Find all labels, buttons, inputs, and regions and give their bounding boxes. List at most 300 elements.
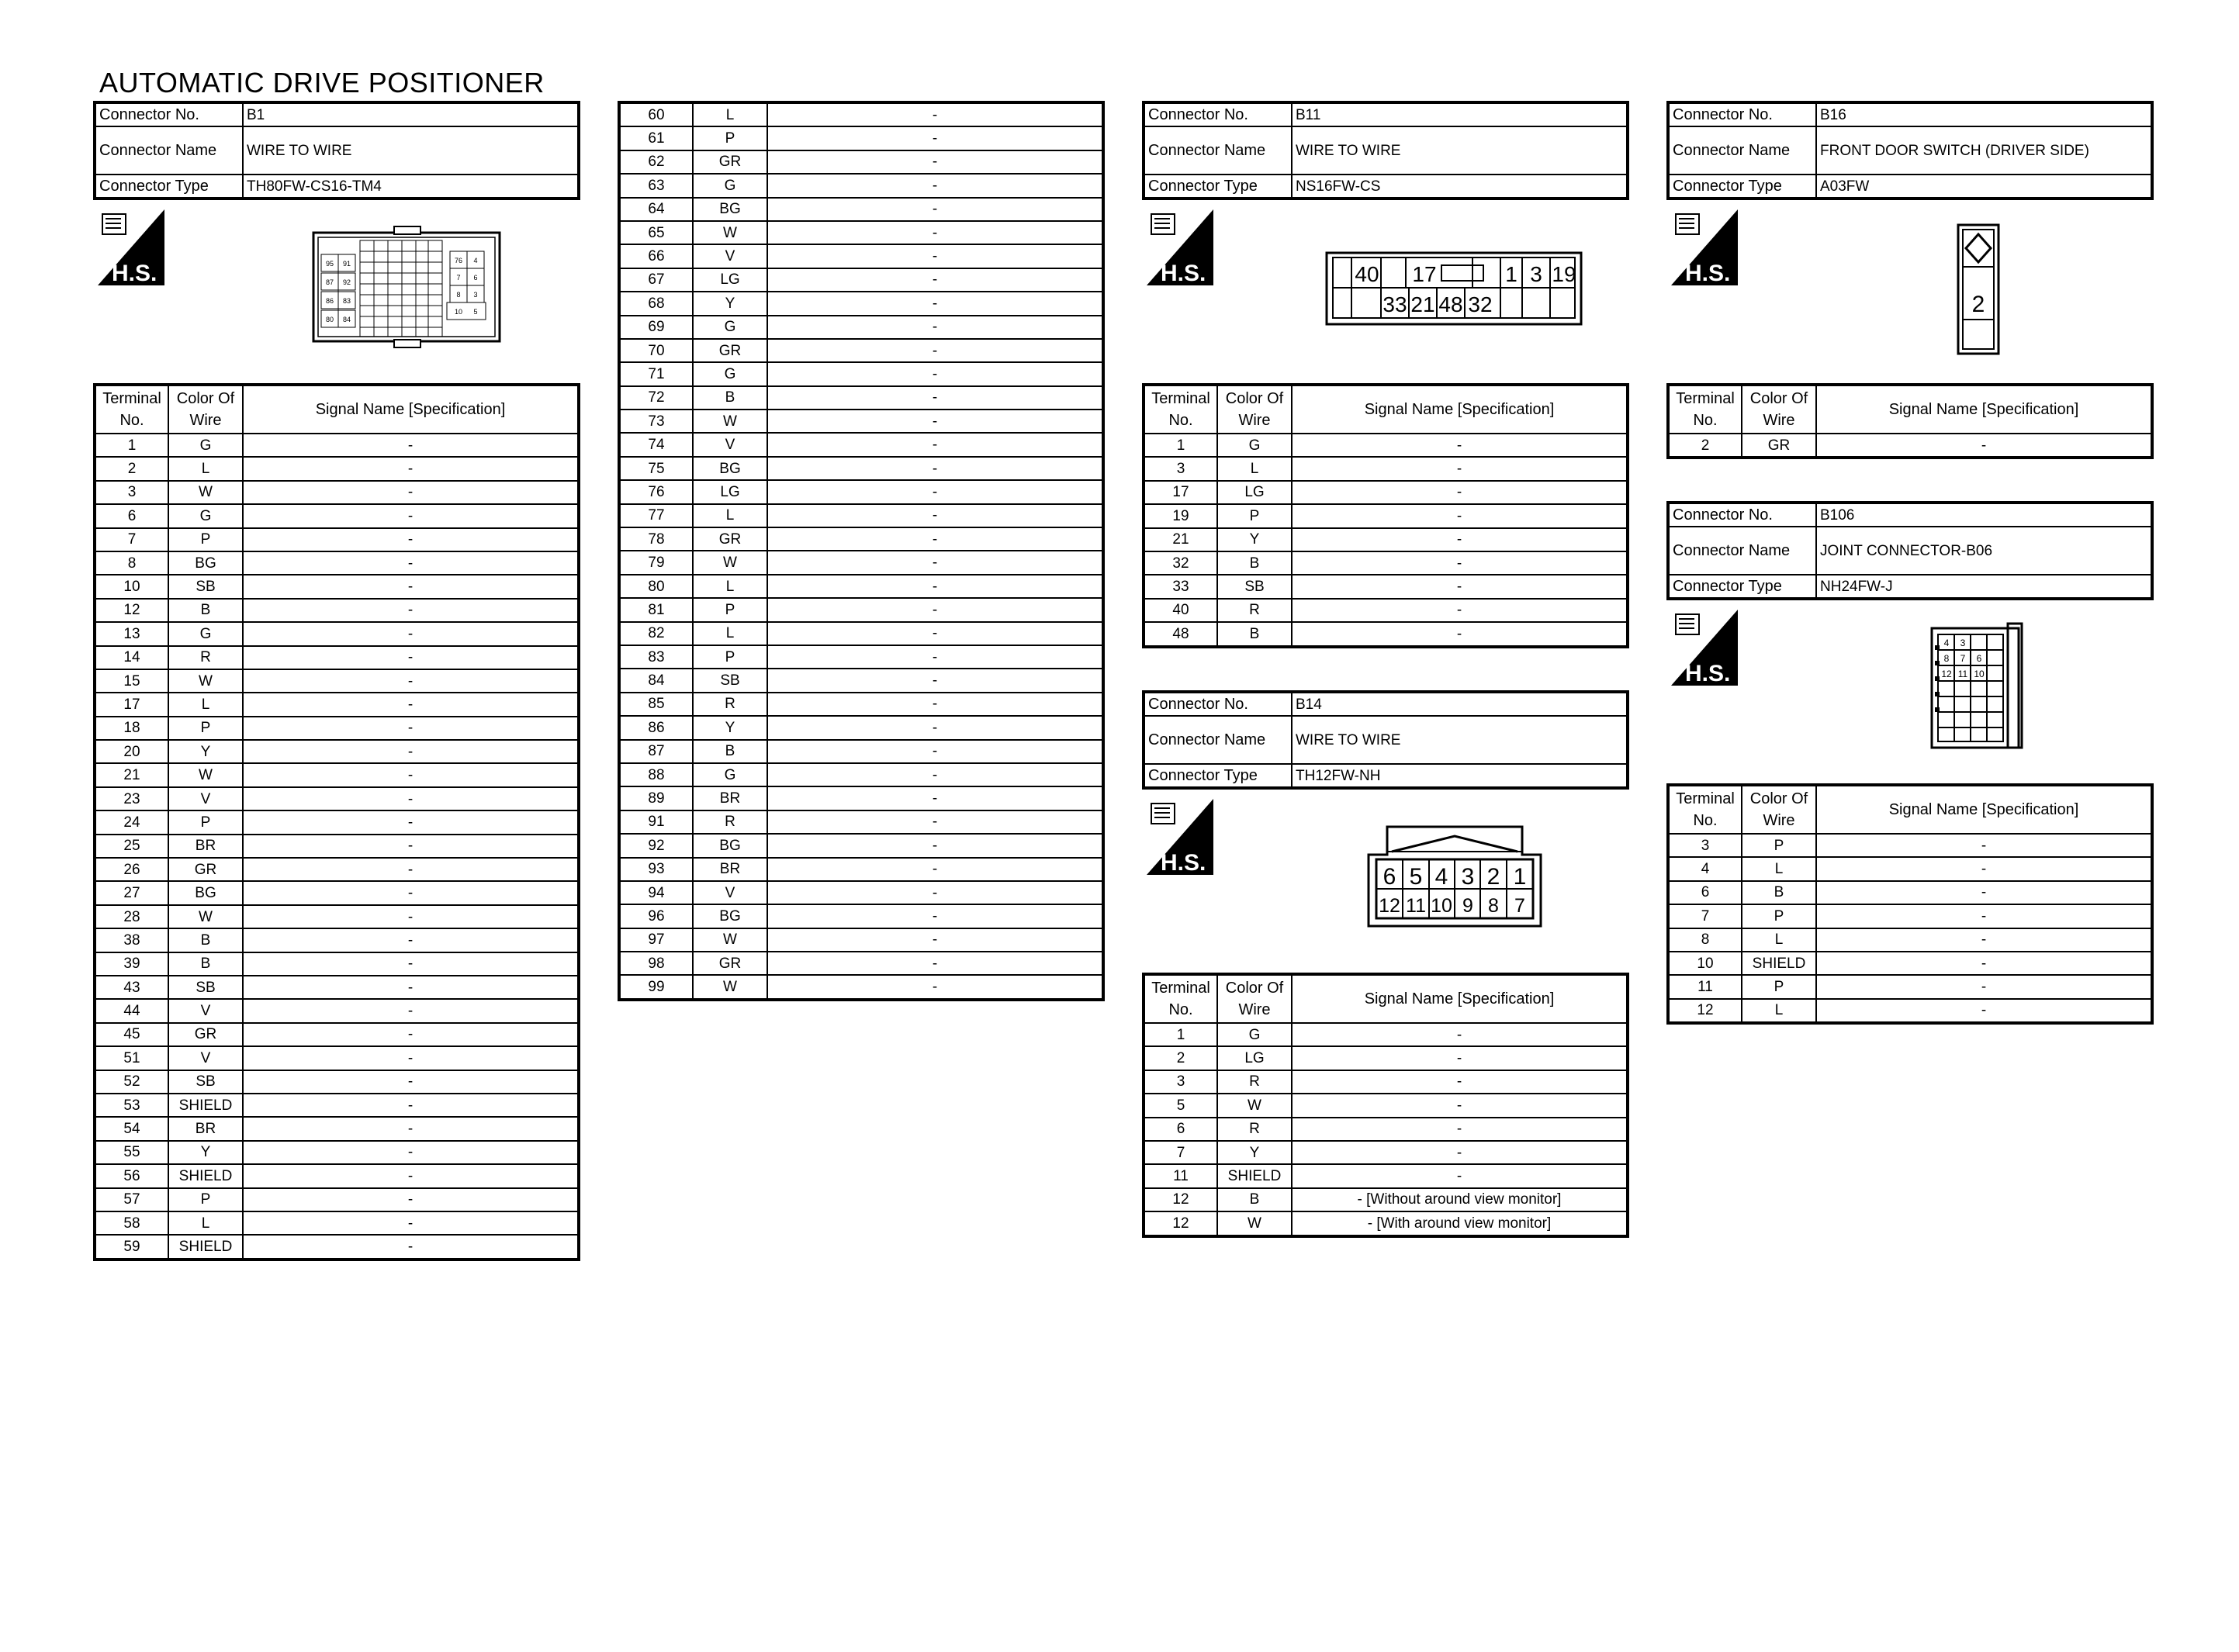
signal-name: - (767, 858, 1102, 881)
terminal-no: 43 (95, 976, 168, 999)
pin-label: 17 (1412, 262, 1437, 286)
signal-name: - (767, 598, 1102, 621)
terminal-no: 85 (620, 693, 693, 716)
terminal-no: 2 (95, 457, 168, 480)
signal-name: - (767, 174, 1102, 197)
terminal-no: 83 (620, 645, 693, 669)
table-row (620, 410, 1102, 433)
terminal-no: 10 (1669, 952, 1742, 975)
signal-name: - (767, 221, 1102, 244)
pin-label: 40 (1355, 262, 1379, 286)
terminal-no: 55 (95, 1141, 168, 1164)
wire-color: B (168, 952, 243, 976)
terminal-no: 88 (620, 763, 693, 786)
label-connector-type: Connector Type (95, 175, 243, 198)
wire-color: V (693, 433, 767, 456)
table-row (1144, 551, 1627, 575)
signal-name: - (767, 527, 1102, 551)
wire-color: BR (693, 858, 767, 881)
terminal-no: 92 (620, 834, 693, 857)
table-row (620, 669, 1102, 692)
wire-color: P (693, 645, 767, 669)
table-row (620, 316, 1102, 339)
pin-label: 86 (325, 297, 334, 305)
terminal-no: 21 (1144, 528, 1217, 551)
table-row (620, 198, 1102, 221)
b14-no: B14 (1292, 693, 1627, 716)
label-connector-no: Connector No. (1669, 503, 1816, 527)
header-signal-name: Signal Name [Specification] (1292, 385, 1627, 434)
signal-name: - (243, 669, 578, 693)
table-row (95, 457, 578, 480)
terminal-no: 64 (620, 198, 693, 221)
pin-label: 7 (456, 274, 461, 282)
signal-name: - (767, 362, 1102, 385)
wire-color: L (168, 693, 243, 716)
signal-name: - (767, 834, 1102, 857)
table-row (620, 433, 1102, 456)
pin-label: 3 (473, 291, 478, 299)
label-connector-name: Connector Name (1144, 716, 1292, 764)
header-color-of-wire: Color Of Wire (168, 385, 243, 434)
terminal-no: 45 (95, 1023, 168, 1046)
signal-name: - (243, 835, 578, 858)
wire-color: BG (693, 904, 767, 928)
wire-color: V (168, 787, 243, 810)
terminal-no: 86 (620, 716, 693, 739)
wire-color: B (1217, 551, 1292, 575)
b14-name: WIRE TO WIRE (1292, 716, 1627, 764)
wire-color: Y (1217, 1141, 1292, 1164)
table-row (1144, 1211, 1627, 1235)
signal-name: - (1292, 481, 1627, 504)
signal-name: - (243, 481, 578, 504)
terminal-no: 23 (95, 787, 168, 810)
terminal-no: 79 (620, 551, 693, 574)
signal-name: - (243, 575, 578, 598)
signal-name: - (243, 787, 578, 810)
wire-color: Y (168, 1141, 243, 1164)
wire-color: Y (693, 292, 767, 315)
terminal-no: 19 (1144, 504, 1217, 527)
signal-name: - (1292, 1046, 1627, 1070)
signal-name: - (243, 646, 578, 669)
label-connector-no: Connector No. (1669, 103, 1816, 126)
wire-color: LG (693, 268, 767, 292)
table-row (95, 1235, 578, 1258)
signal-name: - (243, 551, 578, 575)
wire-color: W (693, 975, 767, 998)
terminal-no: 20 (95, 740, 168, 763)
wire-color: G (1217, 434, 1292, 457)
terminal-no: 48 (1144, 622, 1217, 645)
signal-name: - (243, 528, 578, 551)
label-connector-name: Connector Name (1144, 126, 1292, 175)
wire-color: GR (693, 150, 767, 174)
terminal-no: 21 (95, 763, 168, 786)
b16-name: FRONT DOOR SWITCH (DRIVER SIDE) (1816, 126, 2151, 175)
pin-label: 8 (1943, 653, 1950, 664)
hs-icon (96, 208, 166, 287)
table-row (95, 881, 578, 904)
wire-color: GR (1742, 434, 1816, 457)
table-row (620, 881, 1102, 904)
label-connector-name: Connector Name (95, 126, 243, 175)
table-row (620, 292, 1102, 315)
signal-name: - (767, 716, 1102, 739)
signal-name: - (767, 244, 1102, 268)
pin-label: 87 (325, 278, 334, 286)
terminal-no: 26 (95, 858, 168, 881)
terminal-no: 63 (620, 174, 693, 197)
table-row (95, 810, 578, 834)
table-row (95, 1188, 578, 1211)
table-row (95, 763, 578, 786)
pin-label: 83 (342, 297, 351, 305)
header-terminal-no: Terminal No. (1144, 385, 1217, 434)
signal-name: - (1816, 834, 2151, 857)
pin-label: 3 (1960, 638, 1966, 648)
table-row (95, 434, 578, 457)
terminal-no: 59 (95, 1235, 168, 1258)
terminal-no: 8 (95, 551, 168, 575)
header-color-of-wire: Color Of Wire (1742, 385, 1816, 434)
signal-name: - (1292, 599, 1627, 622)
table-row (1144, 528, 1627, 551)
wire-color: R (1217, 599, 1292, 622)
wire-color: GR (693, 952, 767, 975)
terminal-no: 76 (620, 480, 693, 503)
table-row (95, 740, 578, 763)
table-row (95, 787, 578, 810)
signal-name: - (243, 1188, 578, 1211)
hs-icon-label: H.S. (112, 261, 157, 286)
terminal-no: 11 (1669, 975, 1742, 998)
wire-color: P (1742, 975, 1816, 998)
signal-name: - (243, 1117, 578, 1140)
terminal-no: 89 (620, 786, 693, 810)
terminal-no: 1 (95, 434, 168, 457)
pin-label: 5 (473, 308, 478, 316)
table-row (1144, 1164, 1627, 1187)
pin-label: 3 (1461, 864, 1475, 890)
wire-color: B (168, 928, 243, 952)
header-terminal-no: Terminal No. (95, 385, 168, 434)
signal-name: - (243, 599, 578, 622)
header-terminal-no: Terminal No. (1669, 385, 1742, 434)
wire-color: L (693, 103, 767, 126)
terminal-no: 68 (620, 292, 693, 315)
signal-name: - (767, 103, 1102, 126)
signal-name: - (243, 504, 578, 527)
table-row (620, 716, 1102, 739)
terminal-no: 24 (95, 810, 168, 834)
table-row (1144, 1118, 1627, 1141)
wire-color: G (1217, 1023, 1292, 1046)
signal-name: - (767, 504, 1102, 527)
pin-label: 84 (342, 316, 351, 323)
signal-name: - (767, 904, 1102, 928)
terminal-no: 2 (1144, 1046, 1217, 1070)
signal-name: - (767, 928, 1102, 952)
terminal-no: 81 (620, 598, 693, 621)
terminal-no: 3 (1144, 457, 1217, 480)
terminal-no: 3 (1669, 834, 1742, 857)
terminal-no: 40 (1144, 599, 1217, 622)
wire-color: W (693, 551, 767, 574)
header-signal-name: Signal Name [Specification] (243, 385, 578, 434)
terminal-no: 70 (620, 339, 693, 362)
b106-type: NH24FW-J (1816, 575, 2151, 598)
connector-b106-terminal-table (1668, 785, 2152, 1023)
terminal-no: 6 (1144, 1118, 1217, 1141)
page-title: AUTOMATIC DRIVE POSITIONER (99, 67, 545, 98)
terminal-no: 87 (620, 740, 693, 763)
hs-icon-label: H.S. (1161, 850, 1206, 876)
signal-name: - (243, 999, 578, 1022)
pin-label: 1 (1505, 262, 1517, 286)
signal-name: - (243, 905, 578, 928)
b16-type: A03FW (1816, 175, 2151, 198)
table-row (620, 221, 1102, 244)
wire-color: P (168, 1188, 243, 1211)
terminal-no: 80 (620, 575, 693, 598)
pin-label: 6 (473, 274, 478, 282)
b16-no: B16 (1816, 103, 2151, 126)
wire-color: Y (168, 740, 243, 763)
signal-name: - (1292, 1141, 1627, 1164)
table-row (1669, 999, 2151, 1022)
signal-name: - (1292, 434, 1627, 457)
signal-name: - (243, 810, 578, 834)
table-row (620, 975, 1102, 998)
table-row (1669, 834, 2151, 857)
b11-name: WIRE TO WIRE (1292, 126, 1627, 175)
connector-b14-terminal-table (1144, 974, 1628, 1236)
table-row (1144, 481, 1627, 504)
table-row (95, 528, 578, 551)
wire-color: P (693, 598, 767, 621)
connector-b16-terminal-table (1668, 385, 2152, 458)
wire-color: SB (168, 1070, 243, 1094)
wire-color: R (168, 646, 243, 669)
table-row (620, 645, 1102, 669)
signal-name: - (1292, 1094, 1627, 1117)
wire-color: L (1742, 857, 1816, 880)
terminal-no: 97 (620, 928, 693, 952)
table-row (620, 834, 1102, 857)
wire-color: LG (693, 480, 767, 503)
wire-color: W (1217, 1211, 1292, 1235)
table-row (620, 858, 1102, 881)
wire-color: BG (693, 834, 767, 857)
terminal-no: 6 (95, 504, 168, 527)
wire-color: G (693, 362, 767, 385)
table-row (95, 646, 578, 669)
signal-name: - (767, 433, 1102, 456)
table-row (95, 1117, 578, 1140)
table-row (620, 810, 1102, 834)
connector-b1-diagram (310, 225, 504, 351)
wire-color: BG (168, 551, 243, 575)
label-connector-name: Connector Name (1669, 126, 1816, 175)
table-row (1144, 1023, 1627, 1046)
pin-label: 91 (342, 260, 351, 268)
pin-label: 33 (1383, 292, 1407, 316)
b106-no: B106 (1816, 503, 2151, 527)
terminal-no: 18 (95, 717, 168, 740)
table-row (620, 457, 1102, 480)
b106-name: JOINT CONNECTOR-B06 (1816, 527, 2151, 575)
header-signal-name: Signal Name [Specification] (1816, 385, 2151, 434)
table-row (95, 481, 578, 504)
header-color-of-wire: Color Of Wire (1217, 385, 1292, 434)
terminal-no: 14 (95, 646, 168, 669)
signal-name: - (767, 975, 1102, 998)
signal-name: - (1816, 928, 2151, 952)
connector-b106-diagram (1930, 622, 2025, 749)
signal-name: - (243, 1211, 578, 1235)
signal-name: - (243, 858, 578, 881)
signal-name: - (1292, 457, 1627, 480)
signal-name: - (767, 740, 1102, 763)
pin-label: 11 (1957, 669, 1968, 679)
signal-name: - (243, 1164, 578, 1187)
signal-name: - (767, 339, 1102, 362)
label-connector-type: Connector Type (1669, 175, 1816, 198)
terminal-no: 71 (620, 362, 693, 385)
signal-name: - (243, 693, 578, 716)
wire-color: LG (1217, 481, 1292, 504)
terminal-no: 67 (620, 268, 693, 292)
terminal-no: 65 (620, 221, 693, 244)
wire-color: P (1742, 834, 1816, 857)
signal-name: - (243, 1046, 578, 1070)
pin-label: 7 (1514, 895, 1525, 917)
terminal-no: 12 (1144, 1188, 1217, 1211)
signal-name: - (1292, 1070, 1627, 1094)
table-row (1144, 434, 1627, 457)
wire-color: W (693, 410, 767, 433)
terminal-no: 72 (620, 386, 693, 410)
table-row (1144, 1188, 1627, 1211)
signal-name: - (767, 292, 1102, 315)
terminal-no: 6 (1669, 881, 1742, 904)
wire-color: W (693, 221, 767, 244)
header-terminal-no: Terminal No. (1669, 786, 1742, 834)
wire-color: R (1217, 1118, 1292, 1141)
table-row (1669, 434, 2151, 457)
wire-color: R (1217, 1070, 1292, 1094)
table-row (95, 551, 578, 575)
wire-color: W (1217, 1094, 1292, 1117)
connector-b106-info (1668, 503, 2152, 599)
pin-label: 76 (454, 257, 463, 264)
wire-color: V (693, 244, 767, 268)
signal-name: - (243, 1023, 578, 1046)
table-row (620, 386, 1102, 410)
table-row (1144, 1046, 1627, 1070)
terminal-no: 7 (95, 528, 168, 551)
pin-label: 4 (1434, 864, 1448, 890)
wire-color: P (1742, 904, 1816, 928)
table-row (620, 763, 1102, 786)
signal-name: - (1292, 1164, 1627, 1187)
wire-color: L (1742, 999, 1816, 1022)
signal-name: - (767, 386, 1102, 410)
signal-name: - (243, 1235, 578, 1258)
table-row (95, 928, 578, 952)
terminal-no: 44 (95, 999, 168, 1022)
table-row (620, 786, 1102, 810)
hs-icon-label: H.S. (1685, 661, 1731, 686)
wire-color: B (1217, 622, 1292, 645)
wire-color: P (1217, 504, 1292, 527)
terminal-no: 11 (1144, 1164, 1217, 1187)
terminal-no: 61 (620, 126, 693, 150)
table-row (620, 952, 1102, 975)
terminal-no: 94 (620, 881, 693, 904)
wire-color: G (168, 504, 243, 527)
pin-label: 10 (1431, 895, 1452, 917)
terminal-no: 4 (1669, 857, 1742, 880)
signal-name: - (767, 198, 1102, 221)
wire-color: G (693, 316, 767, 339)
terminal-no: 28 (95, 905, 168, 928)
terminal-no: 91 (620, 810, 693, 834)
pin-label: 92 (342, 278, 351, 286)
signal-name: - (1816, 904, 2151, 928)
terminal-no: 39 (95, 952, 168, 976)
signal-name: - (767, 150, 1102, 174)
wire-color: B (693, 386, 767, 410)
pin-label: 10 (454, 308, 463, 316)
table-row (95, 669, 578, 693)
pin-label: 12 (1379, 895, 1400, 917)
terminal-no: 62 (620, 150, 693, 174)
signal-name: - (767, 952, 1102, 975)
terminal-no: 1 (1144, 1023, 1217, 1046)
table-row (95, 952, 578, 976)
signal-name: - (243, 928, 578, 952)
table-row (1669, 881, 2151, 904)
terminal-no: 52 (95, 1070, 168, 1094)
terminal-no: 10 (95, 575, 168, 598)
terminal-no: 17 (1144, 481, 1217, 504)
table-row (95, 622, 578, 645)
table-row (95, 717, 578, 740)
signal-name: - (243, 457, 578, 480)
wire-color: V (168, 1046, 243, 1070)
wire-color: W (693, 928, 767, 952)
connector-b16-diagram (1957, 223, 2000, 355)
wire-color: L (693, 575, 767, 598)
terminal-no: 25 (95, 835, 168, 858)
terminal-no: 2 (1669, 434, 1742, 457)
wire-color: LG (1217, 1046, 1292, 1070)
wire-color: GR (693, 527, 767, 551)
label-connector-no: Connector No. (95, 103, 243, 126)
signal-name: - (243, 763, 578, 786)
pin-label: 5 (1409, 864, 1423, 890)
table-row (1669, 928, 2151, 952)
b14-type: TH12FW-NH (1292, 764, 1627, 787)
hs-icon (1145, 797, 1215, 876)
table-row (95, 1094, 578, 1117)
table-row (95, 504, 578, 527)
table-row (95, 1164, 578, 1187)
terminal-no: 27 (95, 881, 168, 904)
